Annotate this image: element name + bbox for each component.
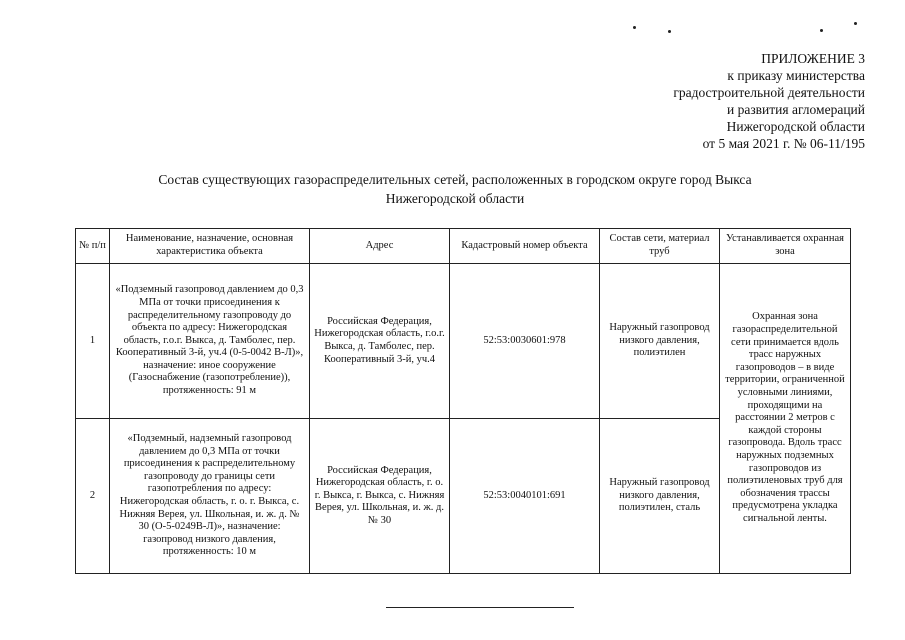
table-header-row — [76, 229, 851, 264]
appendix-line: к приказу министерства — [727, 68, 865, 83]
row-address: Российская Федерация, Нижегородская область, г.о.г. Выкса, д. Тамболес, пер. Кооперативный 3-й, уч.4 — [310, 264, 450, 419]
header-address: Адрес — [310, 229, 450, 264]
row-cadastral: 52:53:0030601:978 — [450, 264, 600, 419]
zone-cell: Охранная зона газораспределительной сети принимается вдоль трасс наружных газопроводов – в виде территории, ограниченной условными линиями, проходящими на расстоянии 2 метров с каждой стороны газопровода. Вдоль трасс наружных подземных газопроводов из полиэтиленовых труб для обозначения трассы предусмотрена укладка сигнальной ленты. — [720, 264, 851, 574]
header-composition: Состав сети, материал труб — [600, 229, 720, 264]
appendix-header — [605, 50, 865, 152]
title-line-2: Нижегородской области — [385, 191, 525, 206]
row-name: «Подземный, надземный газопровод давлением до 0,3 МПа от точки присоединения к распределительному газопроводу до границы сети газопотребления по адресу: Нижегородская область, г. о. г. Выкса, с. Нижняя Верея, ул. Школьная, и. ж. д. № 30 (О-5-0249В-Л)», назначение: газопровод низкого давления, протяженность: 10 м — [110, 419, 310, 574]
row-composition: Наружный газопровод низкого давления, полиэтилен, сталь — [600, 419, 720, 574]
appendix-line: Нижегородской области — [726, 119, 865, 134]
table-row — [76, 264, 851, 419]
appendix-line: ПРИЛОЖЕНИЕ 3 — [761, 51, 865, 66]
appendix-line: градостроительной деятельности — [673, 85, 865, 100]
header-number: № п/п — [76, 229, 110, 264]
header-name: Наименование, назначение, основная характеристика объекта — [110, 229, 310, 264]
document-title — [110, 170, 800, 208]
appendix-line: и развития агломераций — [726, 102, 865, 117]
row-number: 1 — [76, 264, 110, 419]
row-number: 2 — [76, 419, 110, 574]
appendix-line: от 5 мая 2021 г. № 06-11/195 — [702, 136, 865, 151]
footer-divider — [386, 607, 574, 608]
gas-networks-table — [75, 228, 851, 574]
row-name: «Подземный газопровод давлением до 0,3 МПа от точки присоединения к распределительному газопроводу до объекта по адресу: Нижегородская область, г.о.г. Выкса, д. Тамболес, пер. Кооперативный 3-й, уч.4 (0-5-0042 В-Л)», назначение: иное сооружение (Газоснабжение (газопотребление)), протяженность: 91 м — [110, 264, 310, 419]
header-cadastral: Кадастровый номер объекта — [450, 229, 600, 264]
scan-artifact-dots — [0, 20, 905, 36]
row-composition: Наружный газопровод низкого давления, полиэтилен — [600, 264, 720, 419]
header-zone: Устанавливается охранная зона — [720, 229, 851, 264]
title-line-1: Состав существующих газораспределительных сетей, расположенных в городском округе город Выкса — [158, 172, 752, 187]
row-address: Российская Федерация, Нижегородская область, г. о. г. Выкса, г. Выкса, с. Нижняя Верея, ул. Школьная, и. ж. д. № 30 — [310, 419, 450, 574]
row-cadastral: 52:53:0040101:691 — [450, 419, 600, 574]
